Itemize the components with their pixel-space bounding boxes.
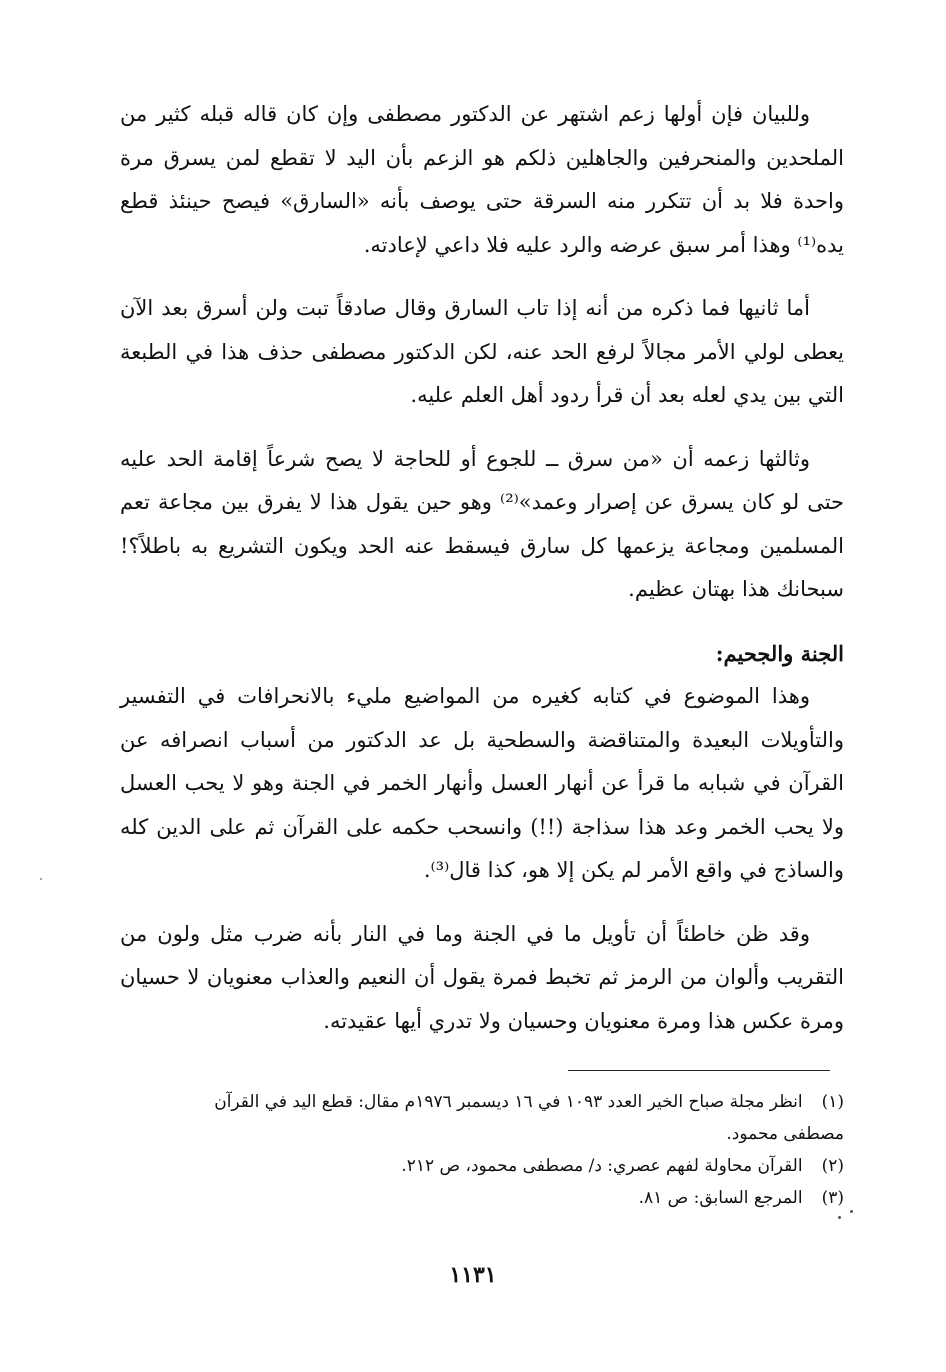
- footnotes: [150, 1086, 844, 1214]
- scan-speck: [40, 878, 42, 880]
- footnote-number: (٢): [821, 1156, 844, 1176]
- paragraph-1: وللبيان فإن أولها زعم اشتهر عن الدكتور مصطفى وإن كان قاله قبله كثير من الملحدين والمنحرفين والجاهلين ذلكم هو الزعم بأن اليد لا تقطع لمن يسرق مرة واحدة فلا بد أن تتكرر منه السرقة حتى يوصف بأنه «السارق» فيصح حينئذ قطع يده⁽¹⁾ وهذا أمر سبق عرضه والرد عليه فلا داعي لإعادته.: [120, 102, 844, 257]
- body-text: [120, 93, 844, 1063]
- footnote-divider: [568, 1070, 830, 1071]
- section-heading: الجنة والجحيم:: [715, 640, 844, 666]
- paragraph-3: وثالثها زعمه أن «من سرق ــ للجوع أو للحاجة لا يصح شرعاً إقامة الحد عليه حتى لو كان يسرق عن إصرار وعمد»⁽²⁾ وهو حين يقول هذا لا يفرق بين مجاعة تعم المسلمين ومجاعة يزعمها كل سارق فيسقط عنه الحد ويكون التشريع به باطلاً؟! سبحانك هذا بهتان عظيم.: [120, 446, 845, 601]
- footnote-number: (٣): [821, 1188, 844, 1208]
- paragraph-2: أما ثانيها فما ذكره من أنه إذا تاب السارق وقال صادقاً تبت ولن أسرق بعد الآن يعطى لولي الأمر مجالاً لرفع الحد عنه، لكن الدكتور مصطفى حذف هذا في الطبعة التي بين يدي لعله بعد أن قرأ ردود أهل العلم عليه.: [120, 296, 844, 407]
- section-paragraph-2: وقد ظن خاطئاً أن تأويل ما في الجنة وما في النار بأنه ضرب مثل ولون من التقريب وألوان من الرمز ثم تخبط فمرة يقول أن النعيم والعذاب معنويان لا حسيان ومرة عكس هذا ومرة معنويان وحسيان ولا تدري أيها عقيدته.: [120, 921, 844, 1033]
- footnote-2: [150, 1150, 844, 1182]
- section-paragraph-1: وهذا الموضوع في كتابه كغيره من المواضيع مليء بالانحرافات في التفسير والتأويلات البعيدة والمتناقضة والسطحية بل عد الدكتور من أسباب انصرافه عن القرآن في شبابه ما قرأ عن أنهار العسل وأنهار الخمر في الجنة وهو لا يحب العسل ولا يحب الخمر وعد هذا سذاجة (!!) وانسحب حكمه على القرآن ثم على الدين كله والساذج في واقع الأمر لم يكن إلا هو، كذا قال⁽³⁾.: [120, 684, 844, 882]
- footnote-3: [150, 1182, 844, 1214]
- scan-speck: [838, 1216, 841, 1219]
- footnote-number: (١): [821, 1092, 844, 1112]
- footnote-text: المرجع السابق: ص ٨١.: [638, 1188, 803, 1208]
- footnote-1: [150, 1086, 844, 1118]
- footnote-text: انظر مجلة صباح الخير العدد ١٠٩٣ في ١٦ ديسمبر ١٩٧٦م مقال: قطع اليد في القرآن: [214, 1092, 803, 1112]
- footnote-text: القرآن محاولة لفهم عصري: د/ مصطفى محمود، ص ٢١٢.: [401, 1156, 803, 1176]
- page-number: ١١٣١: [449, 1262, 497, 1288]
- footnote-1-continuation: مصطفى محمود.: [726, 1124, 844, 1144]
- scan-speck: [850, 1210, 853, 1213]
